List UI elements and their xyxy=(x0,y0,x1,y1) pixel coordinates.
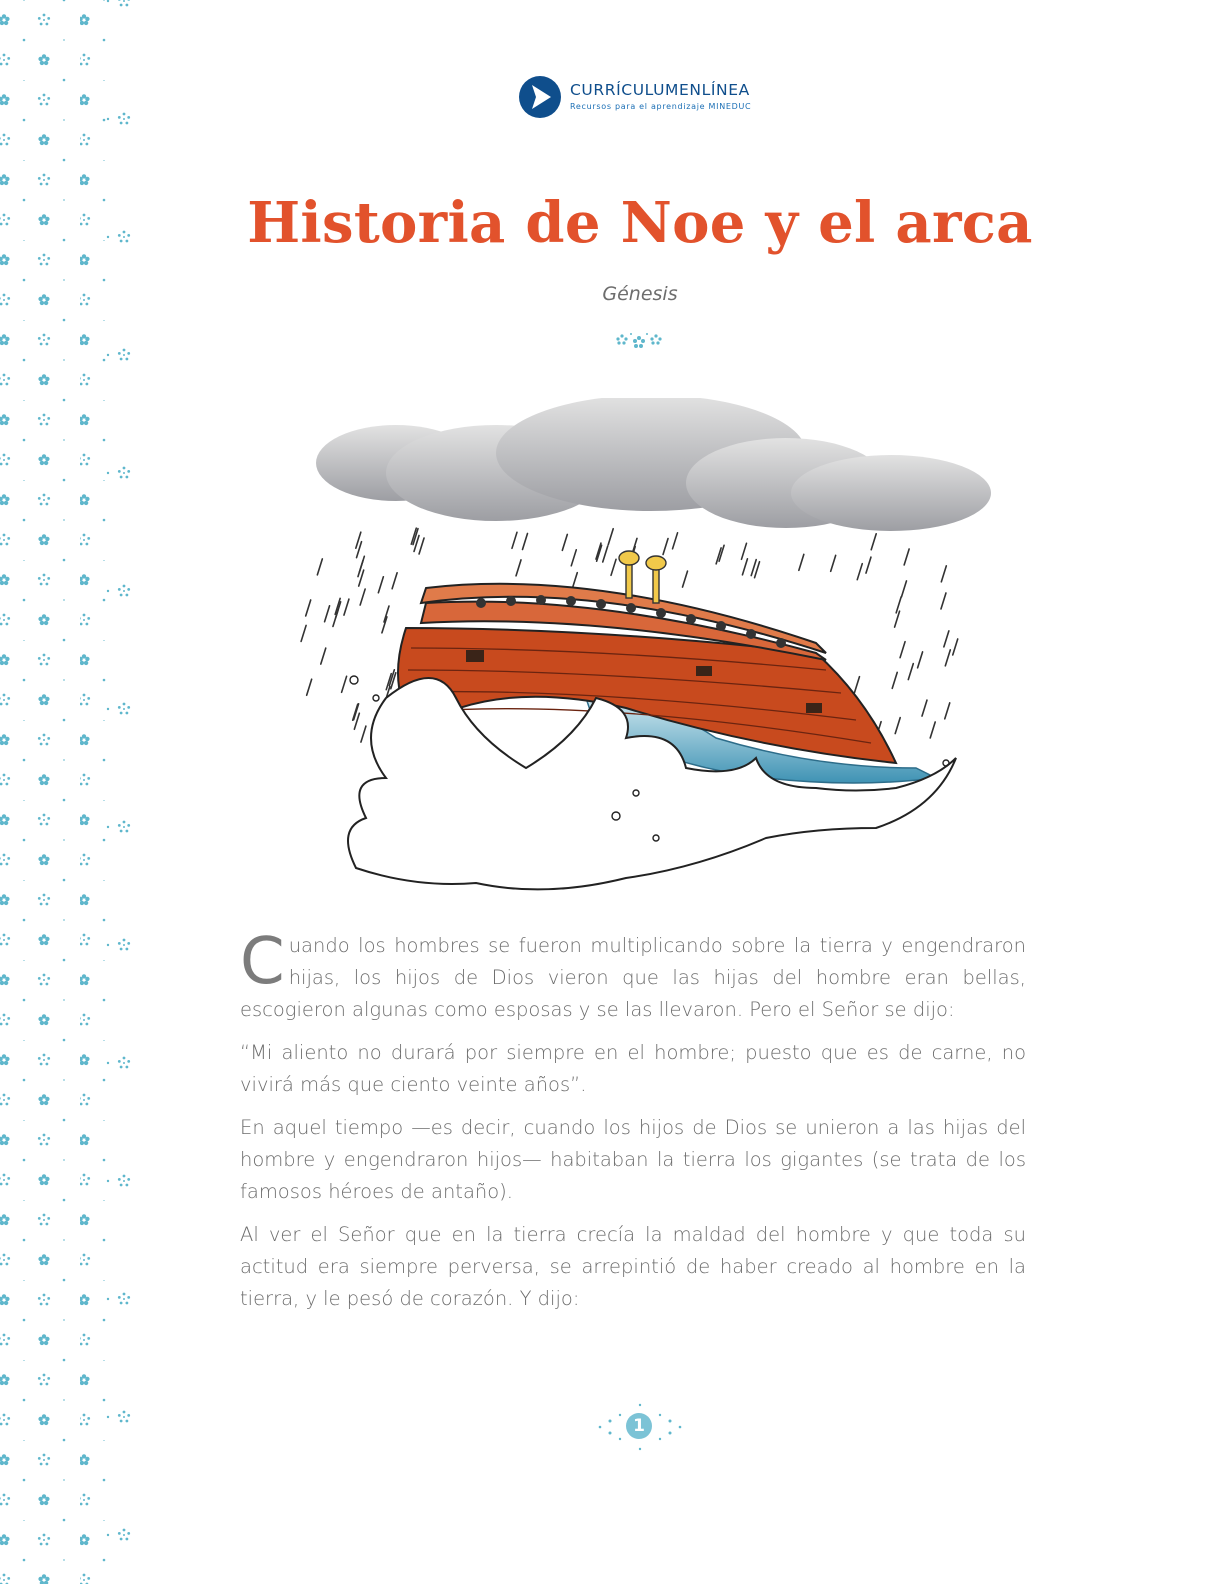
logo-name-part1: CURRÍCULUM xyxy=(570,81,680,100)
page-subtitle: Génesis xyxy=(602,283,678,305)
story-body xyxy=(240,925,1026,1326)
paragraph-2: “Mi aliento no durará por siempre en el hombre; puesto que es de carne, no vivirá más que ciento veinte años”. xyxy=(240,1041,1026,1096)
curriculum-en-linea-logo[interactable] xyxy=(518,74,778,120)
flower-pattern-border xyxy=(0,0,140,1584)
logo-name xyxy=(570,83,751,99)
paragraph-1-text: uando los hombres se fueron multiplicando sobre la tierra y engendraron hijas, los hijos de Dios vieron que las hijas del hombre eran bellas, escogieron algunas como esposas y se las llevaron. Pero el Señor se dijo: xyxy=(240,934,1026,1021)
storm-cloud xyxy=(316,398,991,531)
logo-name-part2: ENLÍNEA xyxy=(679,81,750,100)
page-number-badge xyxy=(598,1402,682,1452)
dropcap: C xyxy=(240,925,285,999)
paragraph-3: En aquel tiempo —es decir, cuando los hijos de Dios se unieron a las hijas del hombre y engendraron hijos— habitaban la tierra los gigantes (se trata de los famosos héroes de antaño). xyxy=(240,1116,1026,1203)
logo-text xyxy=(570,83,751,111)
page-number: 1 xyxy=(626,1413,652,1439)
page-title: Historia de Noe y el arca xyxy=(247,190,1033,256)
flower-ornament-icon xyxy=(612,328,666,352)
paragraph-4: Al ver el Señor que en la tierra crecía la maldad del hombre y que toda su actitud era siempre perversa, se arrepintió de haber creado al hombre en la tierra, y le pesó de corazón. Y dijo: xyxy=(240,1223,1026,1310)
play-arrow-logo-icon xyxy=(518,75,562,119)
paragraph-1 xyxy=(240,925,1026,1026)
noahs-ark-illustration xyxy=(296,398,996,898)
logo-tagline: Recursos para el aprendizaje MINEDUC xyxy=(570,101,752,111)
giraffes xyxy=(619,551,666,603)
